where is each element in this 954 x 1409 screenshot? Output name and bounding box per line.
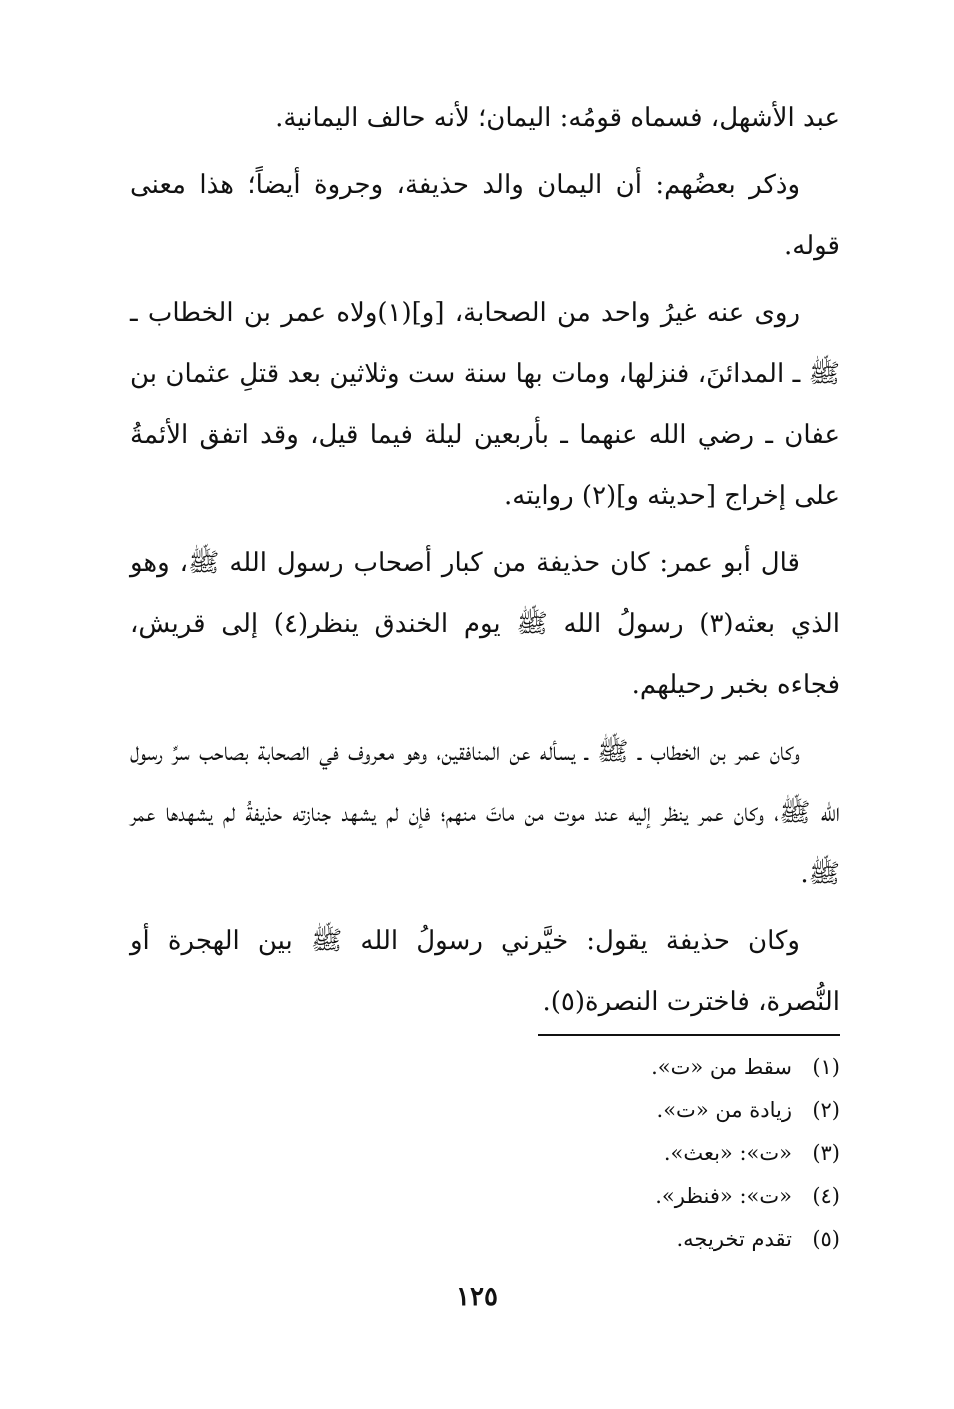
footnote-text: زيادة من «ت». xyxy=(656,1098,792,1122)
footnote-number: (٥) xyxy=(812,1227,840,1251)
footnote-text: سقط من «ت». xyxy=(651,1055,792,1079)
footnote-number: (١) xyxy=(812,1055,840,1079)
page-number: ١٢٥ xyxy=(456,1282,498,1312)
footnotes xyxy=(300,1046,840,1261)
footnote-text: «ت»: «بعث». xyxy=(663,1141,792,1165)
footnote xyxy=(300,1132,840,1175)
main-text xyxy=(130,88,840,1039)
paragraph: وكان عمر بن الخطاب ـ ﷺ ـ يسأله عن المنافقين، وهو معروف في الصحابة بصاحب سرِّ رسول الله ﷺ، وكان عمر ينظر إليه عند موت من ماتَ منهم؛ فإن لم يشهد جنازته حذيفةُ لم يشهدها عمر ﷺ. xyxy=(130,737,840,889)
footnote-number: (٤) xyxy=(812,1184,840,1208)
paragraph: قال أبو عمر: كان حذيفة من كبار أصحاب رسول الله ﷺ، وهو الذي بعثه(٣) رسولُ الله ﷺ يوم الخندق ينظر(٤) إلى قريش، فجاءه بخبر رحيلهم. xyxy=(130,548,840,700)
footnote-text: تقدم تخريجه. xyxy=(676,1227,792,1251)
footnote xyxy=(300,1218,840,1261)
paragraph: وذكر بعضُهم: أن اليمان والد حذيفة، وجروة أيضاً؛ هذا معنى قوله. xyxy=(130,170,840,261)
footnote-number: (٢) xyxy=(812,1098,840,1122)
paragraph-continuation: عبد الأشهل، فسماه قومُه: اليمان؛ لأنه حالف اليمانية. xyxy=(275,103,840,133)
paragraph: روى عنه غيرُ واحد من الصحابة، [و](١)ولاه عمر بن الخطاب ـ ﷺ ـ المدائنَ، فنزلها، ومات بها سنة ست وثلاثين بعد قتلِ عثمان بن عفان ـ رضي الله عنهما ـ بأربعين ليلة فيما قيل، وقد اتفق الأئمةُ على إخراج [حديثه و](٢) روايته. xyxy=(130,298,840,511)
footnote-number: (٣) xyxy=(812,1141,840,1165)
footnote xyxy=(300,1175,840,1218)
paragraph: وكان حذيفة يقول: خيَّرني رسولُ الله ﷺ بين الهجرة أو النُّصرة، فاخترت النصرة(٥). xyxy=(130,926,840,1017)
footnote-separator xyxy=(538,1034,840,1036)
footnote xyxy=(300,1046,840,1089)
footnote-text: «ت»: «فنظر». xyxy=(655,1184,792,1208)
footnote xyxy=(300,1089,840,1132)
